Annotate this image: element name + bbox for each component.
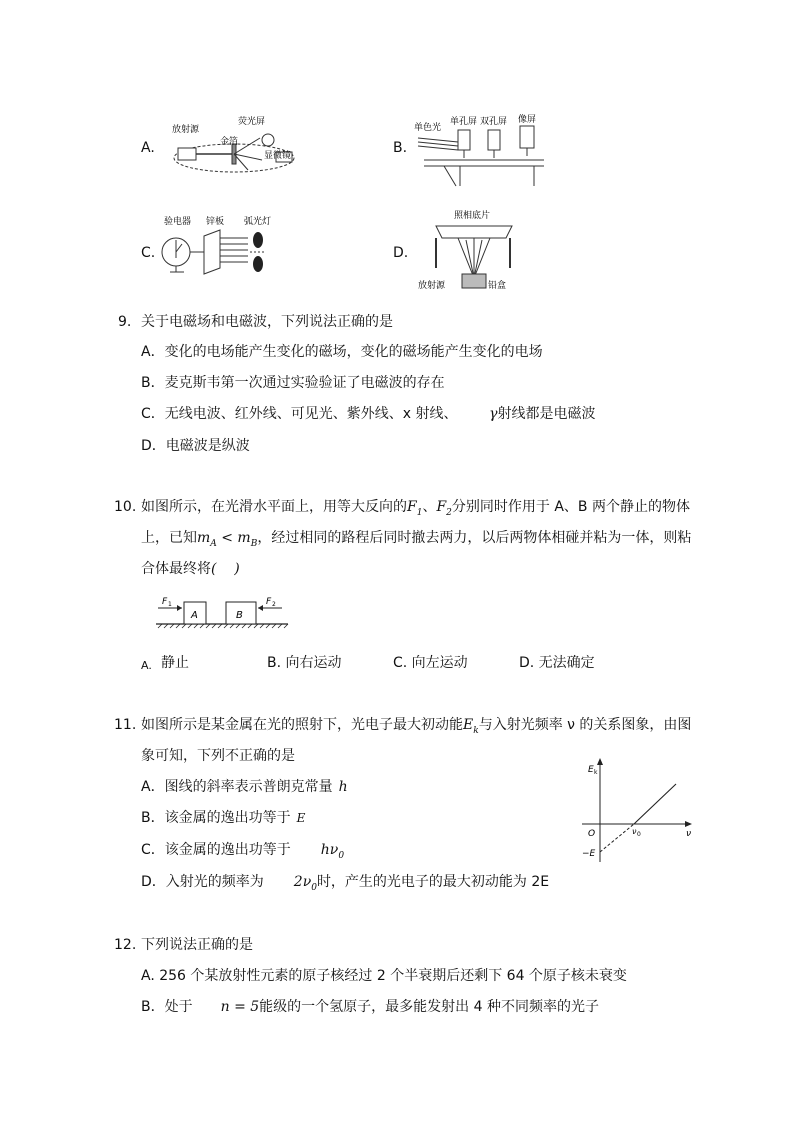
q12-option-b-text-b: 能级的一个氢原子，最多能发射出 4 种不同频率的光子: [259, 999, 599, 1015]
svg-text:放射源: 放射源: [172, 125, 200, 135]
q10-option-a-text: 静止: [161, 655, 189, 671]
q10-answer-paren: ( ): [211, 561, 240, 577]
svg-text:金箔: 金箔: [220, 137, 239, 147]
q11-option-d: [141, 872, 549, 898]
q11-graph-ek-vs-frequency: [576, 756, 696, 868]
q11-hv0: hν: [320, 842, 339, 858]
svg-text:锌板: 锌板: [206, 217, 225, 227]
q11-ek-sub: k: [473, 725, 479, 736]
q10-option-a-label: A.: [141, 659, 152, 672]
q10-block-b: B: [236, 610, 243, 621]
q10-figure-blocks: [154, 594, 290, 630]
q11-line-2: 象可知，下列不正确的是: [141, 748, 295, 764]
q9-gamma: γ: [489, 406, 498, 422]
svg-text:E: E: [588, 765, 594, 775]
q9-option-a: A．变化的电场能产生变化的磁场，变化的磁场能产生变化的电场: [141, 344, 543, 360]
q9-option-c-text: C．无线电波、红外线、可见光、紫外线、x 射线、: [141, 406, 458, 422]
q11-line1-text-b: 与入射光频率 ν 的关系图象，由图: [478, 717, 692, 733]
q8-figure-d-radiation-deflection: [414, 208, 526, 294]
q10-less-than: <: [216, 530, 238, 546]
q11-e: E: [296, 811, 306, 825]
q10-line-3: [141, 559, 240, 579]
svg-text:照相底片: 照相底片: [454, 211, 491, 221]
q10-option-d: D. 无法确定: [519, 655, 595, 671]
q9-option-c: [141, 404, 596, 424]
q11-two-v0-sub: 0: [311, 882, 317, 893]
q10-line3-text: 合体最终将: [141, 561, 211, 577]
q10-option-b: B. 向右运动: [267, 655, 342, 671]
q8-option-b-label: B.: [393, 140, 408, 156]
q9-option-c-tail: 射线都是电磁波: [497, 406, 596, 422]
svg-text:ν: ν: [686, 829, 692, 839]
q10-f1: F: [407, 499, 417, 515]
q11-hv0-sub: 0: [338, 850, 345, 861]
q10-line-1: [141, 497, 690, 523]
svg-text:验电器: 验电器: [164, 217, 192, 227]
q10-ma: m: [197, 530, 211, 546]
svg-text:单色光: 单色光: [414, 123, 442, 133]
q8-option-c-label: C.: [141, 245, 156, 261]
q9-option-b: B．麦克斯韦第一次通过实验验证了电磁波的存在: [141, 375, 445, 391]
q10-mb: m: [237, 530, 251, 546]
q10-f2-sub: 2: [446, 507, 452, 518]
svg-text:放射源: 放射源: [418, 281, 446, 291]
q10-line2-text-b: ，经过相同的路程后同时撤去两力，以后两物体相碰并粘为一体，则粘: [257, 530, 692, 546]
q12-stem: 下列说法正确的是: [141, 937, 253, 953]
q12-number: 12.: [114, 937, 137, 953]
q12-option-b-text-a: B．处于: [141, 999, 193, 1015]
q10-fig-f2-sub: 2: [272, 601, 276, 608]
svg-text:显微镜: 显微镜: [264, 151, 292, 161]
q10-option-c: C. 向左运动: [393, 655, 468, 671]
q10-line1-text-a: 如图所示，在光滑水平面上，用等大反向的: [141, 499, 407, 515]
q11-option-b: [141, 808, 305, 828]
q8-option-d-label: D.: [393, 245, 409, 261]
q10-fig-f1: F: [162, 597, 168, 607]
q10-line-2: [141, 528, 691, 554]
q11-two-v0: 2ν: [293, 874, 312, 890]
q11-option-a: [141, 777, 348, 797]
svg-text:弧光灯: 弧光灯: [244, 217, 272, 227]
q11-option-d-text-b: 时，产生的光电子的最大初动能为 2E: [316, 874, 550, 890]
q11-option-b-text: B．该金属的逸出功等于: [141, 810, 291, 826]
q12-option-a: A. 256 个某放射性元素的原子核经过 2 个半衰期后还剩下 64 个原子核未衰变: [141, 968, 627, 984]
q11-graph-line: [634, 784, 676, 824]
q10-f2: F: [436, 499, 447, 515]
svg-text:0: 0: [637, 831, 641, 838]
q10-ma-sub: A: [210, 538, 217, 549]
q10-block-a: A: [191, 610, 198, 621]
q10-fig-f2: F: [266, 597, 272, 607]
q12-n5: n = 5: [220, 999, 260, 1015]
q10-f1-sub: 1: [416, 507, 423, 518]
q12-option-b: [141, 997, 599, 1017]
q11-line-1: [141, 715, 691, 741]
q9-number: 9.: [118, 314, 132, 330]
svg-text:荧光屏: 荧光屏: [238, 117, 266, 127]
q11-ek: E: [463, 717, 474, 733]
q11-graph-dashed-extension: [600, 824, 634, 852]
q11-number: 11.: [114, 717, 137, 733]
svg-text:O: O: [588, 829, 596, 839]
q9-option-d: D．电磁波是纵波: [141, 438, 250, 454]
q11-option-c: [141, 840, 344, 866]
q10-number: 10.: [114, 499, 137, 515]
svg-text:单孔屏: 单孔屏: [450, 117, 478, 127]
q10-line1-text-b: 分别同时作用于 A、B 两个静止的物体: [451, 499, 690, 515]
q8-figure-a-alpha-scattering: [168, 114, 298, 176]
q10-sep: 、: [422, 499, 437, 515]
q10-mb-sub: B: [250, 538, 258, 549]
q11-option-d-text-a: D．入射光的频率为: [141, 874, 264, 890]
q11-option-a-text: A．图线的斜率表示普朗克常量: [141, 779, 333, 795]
q10-fig-f1-sub: 1: [168, 601, 172, 608]
q11-h: h: [338, 779, 348, 795]
svg-text:ν: ν: [632, 827, 637, 836]
q8-figure-c-photoelectric: [158, 214, 286, 278]
q8-option-a-label: A.: [141, 140, 155, 156]
svg-text:−E: −E: [582, 849, 596, 859]
q10-line2-text-a: 上，已知: [141, 530, 197, 546]
q11-option-c-text: C．该金属的逸出功等于: [141, 842, 291, 858]
svg-text:像屏: 像屏: [518, 115, 537, 125]
q11-line1-text-a: 如图所示是某金属在光的照射下，光电子最大初动能: [141, 717, 463, 733]
svg-text:铅盒: 铅盒: [488, 281, 507, 291]
svg-text:双孔屏: 双孔屏: [480, 117, 508, 127]
svg-text:k: k: [594, 769, 598, 776]
q8-figure-b-double-slit: [414, 112, 548, 190]
q9-stem: 关于电磁场和电磁波，下列说法正确的是: [141, 314, 393, 330]
